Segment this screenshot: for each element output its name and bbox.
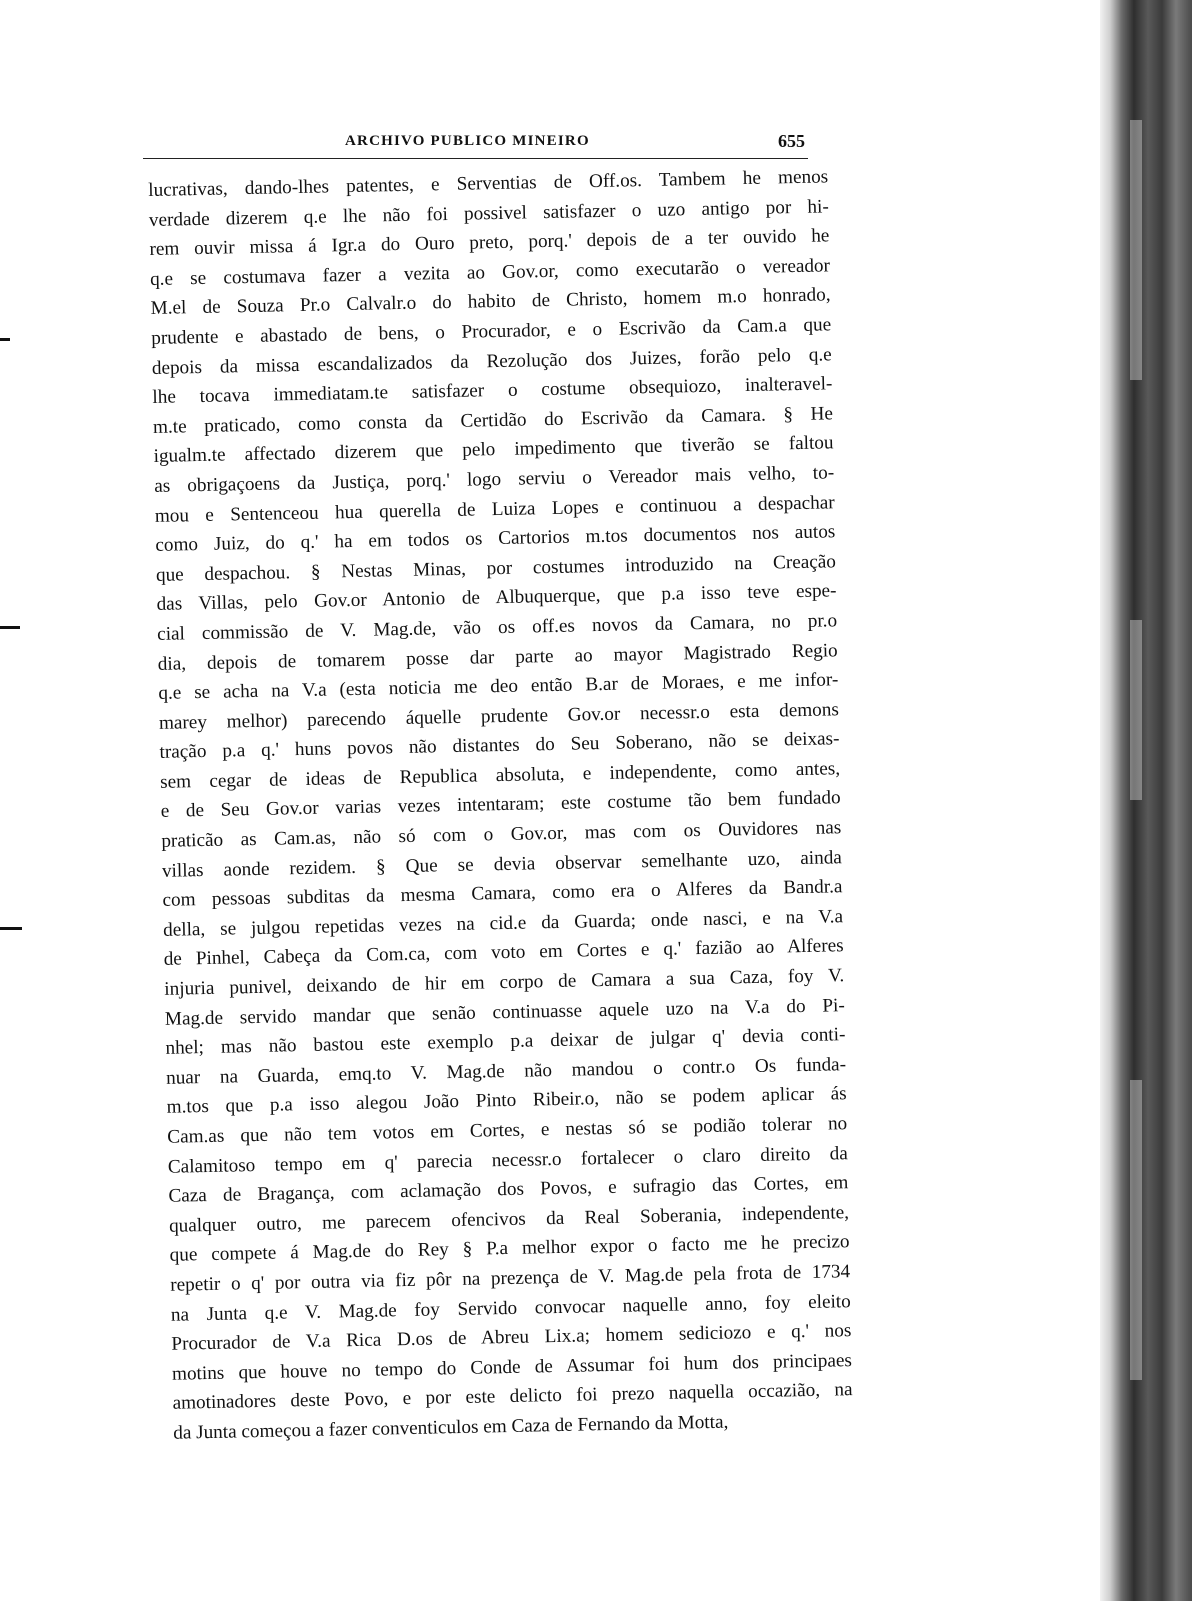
binding-highlight	[1130, 120, 1142, 380]
running-header	[345, 131, 805, 157]
text-line: Cam.as que não tem votos em Cortes, e nestas só se podião tolerar no	[167, 1113, 848, 1148]
text-line: q.e se acha na V.a (esta noticia me deo então B.ar de Moraes, e me infor-	[158, 669, 839, 704]
text-line: qualquer outro, me parecem ofencivos da Real Soberania, independente,	[168, 1201, 850, 1237]
text-line: Calamitoso tempo em q' parecia necessr.o fortalecer o claro direito da	[167, 1142, 848, 1178]
binding-highlight	[1130, 620, 1142, 800]
text-line: amotinadores deste Povo, e por este delicto foi prezo naquella occazião, na	[172, 1379, 853, 1415]
text-line: sem cegar de ideas de Republica absoluta, e independente, como antes,	[159, 758, 841, 793]
text-line: Procurador de V.a Rica D.os de Abreu Lix.a; homem sediciozo e q.' nos	[171, 1320, 852, 1355]
text-line: m.te praticado, como consta da Certidão do Escrivão da Camara. § He	[152, 403, 834, 438]
text-line: de Pinhel, Cabeça da Com.ca, com voto em Cortes e q.' fazião ao Alferes	[163, 935, 844, 971]
text-line: mou e Sentenceou hua querella de Luiza Lopes e continuou a despachar	[154, 491, 835, 527]
text-line: como Juiz, do q.' ha em todos os Cartorios m.tos documentos nos autos	[155, 521, 836, 557]
text-line: igualm.te affectado dizerem que pelo impedimento que tiverão se faltou	[153, 432, 834, 468]
header-rule	[143, 158, 808, 159]
text-line: marey melhor) parecendo áquelle prudente Gov.or necessr.o esta demons	[158, 698, 840, 734]
text-line: q.e se costumava fazer a vezita ao Gov.or, como executarão o vereador	[149, 255, 831, 290]
text-line: injuria punivel, deixando de hir em corpo de Camara a sua Caza, foy V.	[164, 965, 845, 1000]
text-line: nuar na Guarda, emq.to V. Mag.de não mandou o contr.o Os funda-	[165, 1053, 847, 1089]
text-line: motins que houve no tempo do Conde de Assumar foi hum dos principaes	[171, 1349, 853, 1385]
text-line: lhe tocava immediatam.te satisfazer o costume obsequiozo, inalteravel-	[152, 373, 833, 409]
text-line: M.el de Souza Pr.o Calvalr.o do habito de Christo, homem m.o honrado,	[150, 284, 831, 320]
text-line: que compete á Mag.de do Rey § P.a melhor expor o facto me he precizo	[169, 1231, 850, 1267]
text-line: lucrativas, dando-lhes patentes, e Serventias de Off.os. Tambem he menos	[148, 166, 829, 201]
text-line: com pessoas subditas da mesma Camara, como era o Alferes da Bandr.a	[162, 876, 843, 912]
text-line: verdade dizerem q.e lhe não foi possivel satisfazer o uzo antigo por hi-	[148, 195, 829, 231]
text-line: tração p.a q.' huns povos não distantes do Seu Soberano, não se deixas-	[159, 728, 840, 764]
text-line: nhel; mas não bastou este exemplo p.a deixar de julgar q' devia conti-	[165, 1024, 846, 1060]
text-line: Caza de Bragança, com aclamação dos Povos, e sufragio das Cortes, em	[168, 1172, 849, 1207]
text-line: as obrigaçoens da Justiça, porq.' logo serviu o Vereador mais velho, to-	[154, 462, 835, 497]
text-line: prudente e abastado de bens, o Procurador, e o Escrivão da Cam.a que	[151, 314, 832, 349]
margin-mark	[0, 927, 22, 930]
text-line: della, se julgou repetidas vezes na cid.e da Guarda; onde nasci, e na V.a	[162, 906, 844, 941]
text-line: repetir o q' por outra via fiz pôr na prezença de V. Mag.de pela frota de 1734	[170, 1261, 851, 1296]
margin-mark	[0, 626, 20, 629]
text-line: cial commissão de V. Mag.de, vão os off.es novos da Camara, no pr.o	[156, 610, 838, 645]
text-line: praticão as Cam.as, não só com o Gov.or, mas com os Ouvidores nas	[161, 817, 842, 852]
running-title: ARCHIVO PUBLICO MINEIRO	[345, 133, 590, 149]
text-line: depois da missa escandalizados da Rezolução dos Juizes, forão pelo q.e	[151, 343, 832, 379]
page-number: 655	[778, 131, 805, 151]
text-line: m.tos que p.a isso alegou João Pinto Ribeir.o, não se podem aplicar ás	[166, 1083, 847, 1119]
text-line: Mag.de servido mandar que senão continuasse aquele uzo na V.a do Pi-	[164, 994, 845, 1030]
binding-highlight	[1130, 1080, 1142, 1380]
text-line: na Junta q.e V. Mag.de foy Servido convocar naquelle anno, foy eleito	[170, 1290, 851, 1326]
text-line: villas aonde rezidem. § Que se devia observar semelhante uzo, ainda	[161, 846, 843, 882]
text-line: das Villas, pelo Gov.or Antonio de Albuquerque, que p.a isso teve espe-	[156, 580, 837, 616]
text-line: que despachou. § Nestas Minas, por costumes introduzido na Creação	[155, 550, 837, 586]
text-line: e de Seu Gov.or varias vezes intentaram; este costume tão bem fundado	[160, 787, 841, 823]
text-line: da Junta começou a fazer conventiculos em Caza de Fernando da Motta,	[173, 1411, 729, 1444]
book-binding-edge	[1100, 0, 1192, 1601]
body-text	[148, 162, 853, 1448]
text-line: rem ouvir missa á Igr.a do Ouro preto, porq.' depois de a ter ouvido he	[149, 225, 830, 261]
margin-mark	[0, 338, 10, 341]
text-line: dia, depois de tomarem posse dar parte ao mayor Magistrado Regio	[157, 639, 838, 675]
